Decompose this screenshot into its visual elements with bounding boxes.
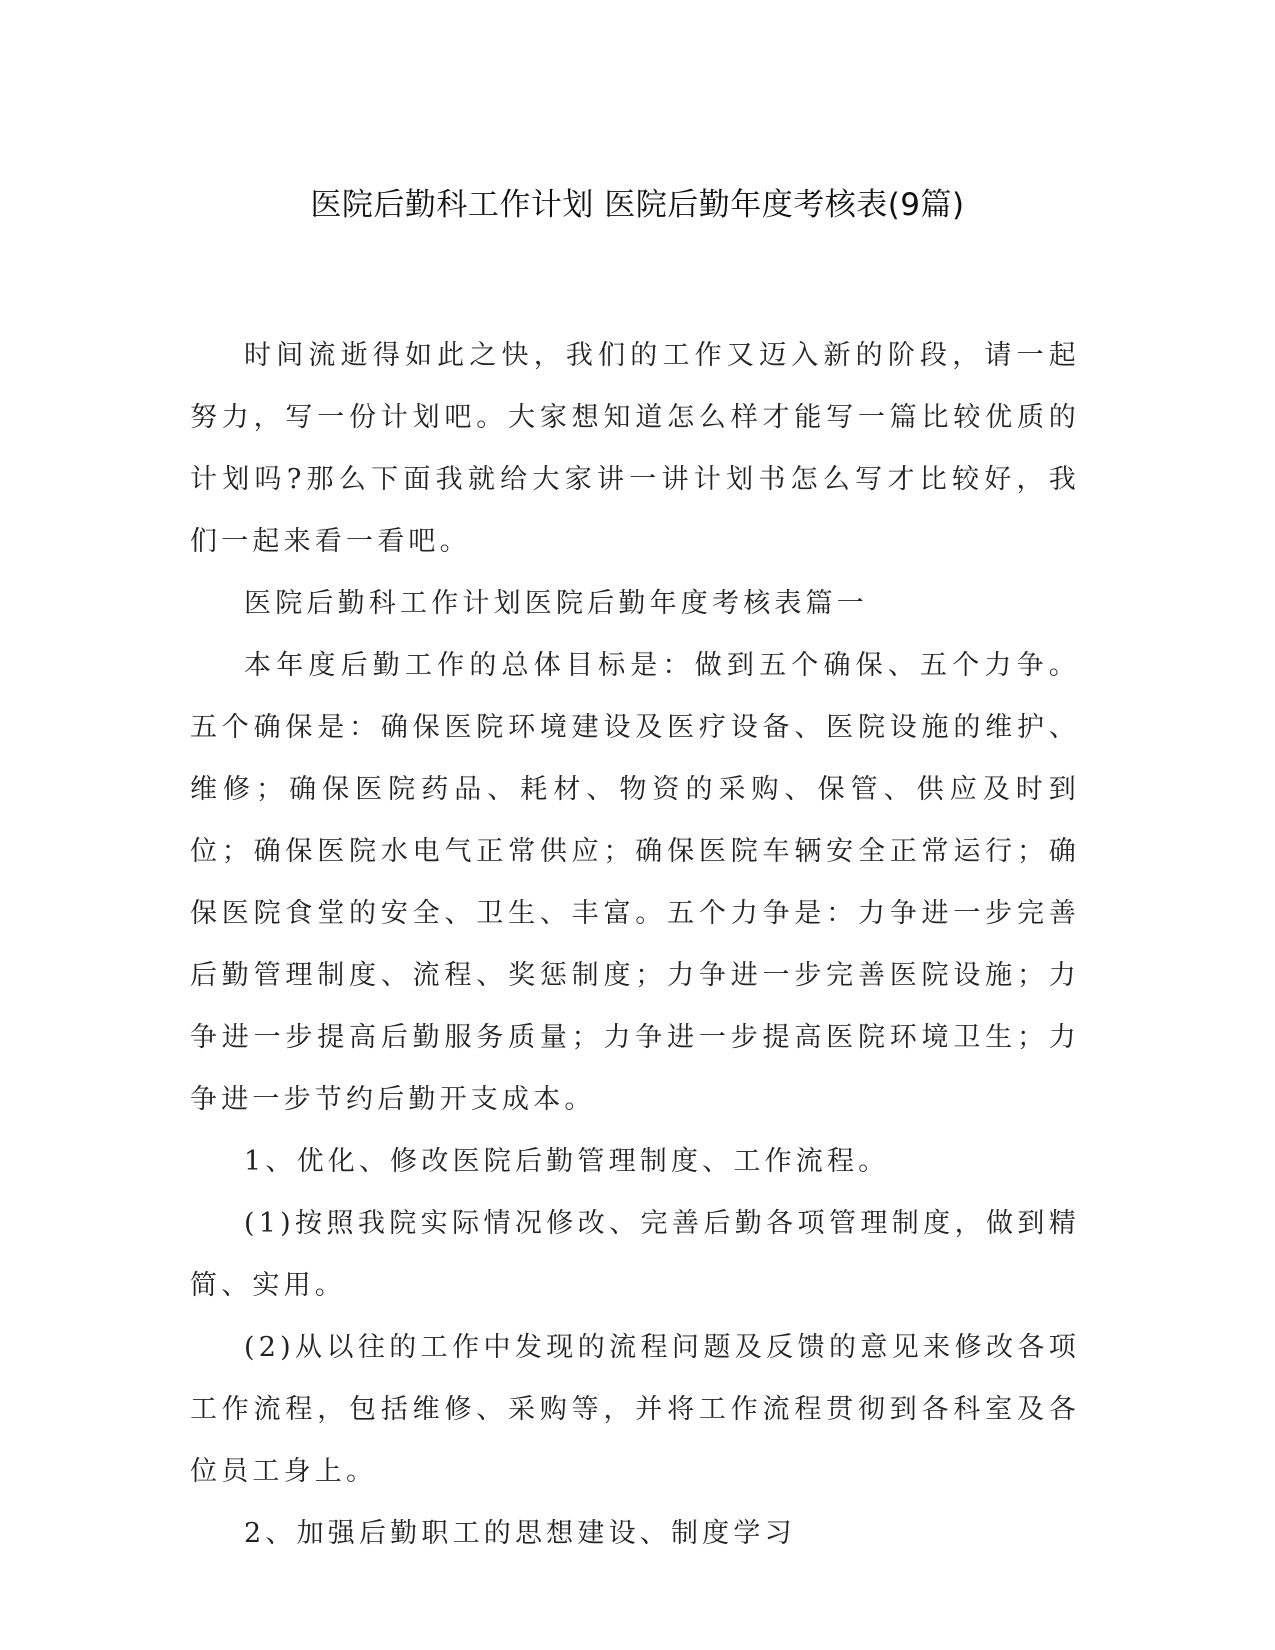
list-item-1-sub-1: (1)按照我院实际情况修改、完善后勤各项管理制度，做到精简、实用。 bbox=[190, 1208, 1080, 1301]
list-item-1: 1、优化、修改医院后勤管理制度、工作流程。 bbox=[244, 1146, 890, 1177]
document-body bbox=[190, 325, 1080, 1565]
section-heading: 医院后勤科工作计划医院后勤年度考核表篇一 bbox=[244, 588, 868, 619]
document-title: 医院后勤科工作计划 医院后勤年度考核表(9篇) bbox=[310, 187, 965, 223]
paragraph-intro: 时间流逝得如此之快，我们的工作又迈入新的阶段，请一起努力，写一份计划吧。大家想知道怎么样才能写一篇比较优质的计划吗?那么下面我就给大家讲一讲计划书怎么写才比较好，我们一起来看一看吧。 bbox=[190, 340, 1080, 557]
list-item-2: 2、加强后勤职工的思想建设、制度学习 bbox=[244, 1518, 796, 1549]
paragraph-goals: 本年度后勤工作的总体目标是：做到五个确保、五个力争。五个确保是：确保医院环境建设及医疗设备、医院设施的维护、维修；确保医院药品、耗材、物资的采购、保管、供应及时到位；确保医院水电气正常供应；确保医院车辆安全正常运行；确保医院食堂的安全、卫生、丰富。五个力争是：力争进一步完善后勤管理制度、流程、奖惩制度；力争进一步完善医院设施；力争进一步提高后勤服务质量；力争进一步提高医院环境卫生；力争进一步节约后勤开支成本。 bbox=[190, 650, 1080, 1115]
list-item-1-sub-2: (2)从以往的工作中发现的流程问题及反馈的意见来修改各项工作流程，包括维修、采购等，并将工作流程贯彻到各科室及各位员工身上。 bbox=[190, 1332, 1080, 1487]
